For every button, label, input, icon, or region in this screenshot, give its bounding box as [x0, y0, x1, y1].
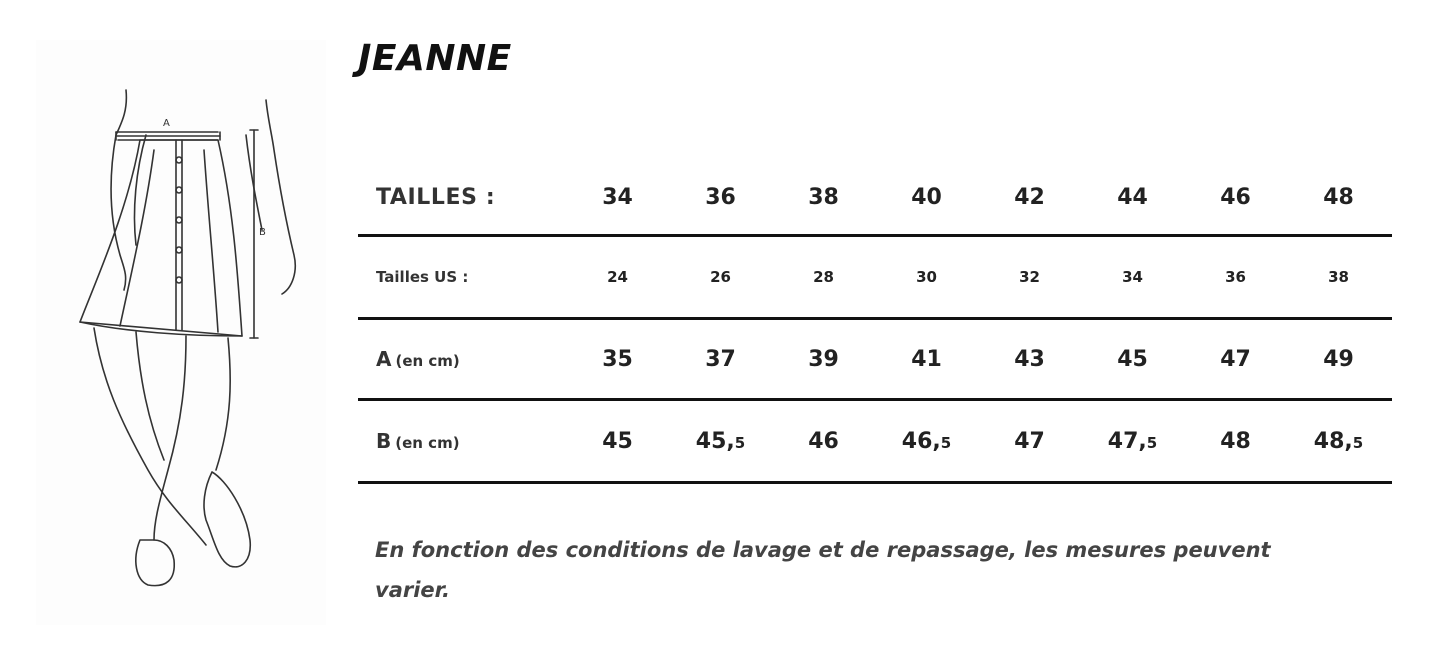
size-cell: 40 — [911, 184, 942, 210]
label-a-unit: (en cm) — [395, 352, 460, 370]
measure-a-cell: 47 — [1220, 346, 1251, 372]
skirt-illustration — [36, 40, 326, 625]
measure-a-cell: 39 — [808, 346, 839, 372]
row-sizes — [358, 160, 1392, 237]
cells-sizes — [566, 185, 1392, 210]
us-size-cell: 30 — [916, 268, 937, 286]
measure-b-cell: 45,5 — [695, 428, 746, 454]
measure-a-label: A — [163, 118, 170, 129]
skirt-drawing — [36, 40, 326, 625]
measure-a-cell: 45 — [1117, 346, 1148, 372]
us-size-cell: 36 — [1225, 268, 1246, 286]
size-cell: 44 — [1117, 184, 1148, 210]
us-size-cell: 38 — [1328, 268, 1349, 286]
us-size-cell: 34 — [1122, 268, 1143, 286]
size-cell: 36 — [705, 184, 736, 210]
us-size-cell: 32 — [1019, 268, 1040, 286]
measure-b-cell: 46,5 — [901, 428, 952, 454]
row-label-sizes: TAILLES : — [376, 184, 496, 210]
row-us-sizes — [358, 237, 1392, 320]
row-measure-a — [358, 320, 1392, 401]
us-size-cell: 26 — [710, 268, 731, 286]
care-note: En fonction des conditions de lavage et de repassage, les mesures peuvent varier. — [375, 538, 1271, 602]
measure-b-cell: 48,5 — [1313, 428, 1364, 454]
size-table — [358, 160, 1392, 484]
measure-b-cell: 47,5 — [1107, 428, 1158, 454]
measure-b-cell: 46 — [808, 428, 839, 454]
measure-a-cell: 41 — [911, 346, 942, 372]
label-a-letter: A — [376, 347, 392, 371]
cells-b — [566, 429, 1392, 454]
size-cell: 42 — [1014, 184, 1045, 210]
measure-b-cell: 48 — [1220, 428, 1251, 454]
size-cell: 34 — [602, 184, 633, 210]
cells-a — [566, 347, 1392, 372]
us-size-cell: 24 — [607, 268, 628, 286]
measure-b-cell: 45 — [602, 428, 633, 454]
measure-a-cell: 49 — [1323, 346, 1354, 372]
us-size-cell: 28 — [813, 268, 834, 286]
size-cell: 46 — [1220, 184, 1251, 210]
row-measure-b — [358, 401, 1392, 484]
label-b-letter: B — [376, 429, 392, 453]
label-b-unit: (en cm) — [395, 434, 460, 452]
measure-a-cell: 35 — [602, 346, 633, 372]
product-title: JEANNE — [358, 38, 512, 79]
size-cell: 48 — [1323, 184, 1354, 210]
measure-a-cell: 37 — [705, 346, 736, 372]
row-label-us: Tailles US : — [376, 268, 469, 286]
measure-b-cell: 47 — [1014, 428, 1045, 454]
row-label-a — [376, 347, 460, 371]
size-cell: 38 — [808, 184, 839, 210]
row-label-b — [376, 429, 460, 453]
measure-b-label: B — [259, 227, 266, 238]
measure-a-cell: 43 — [1014, 346, 1045, 372]
cells-us — [566, 268, 1392, 286]
